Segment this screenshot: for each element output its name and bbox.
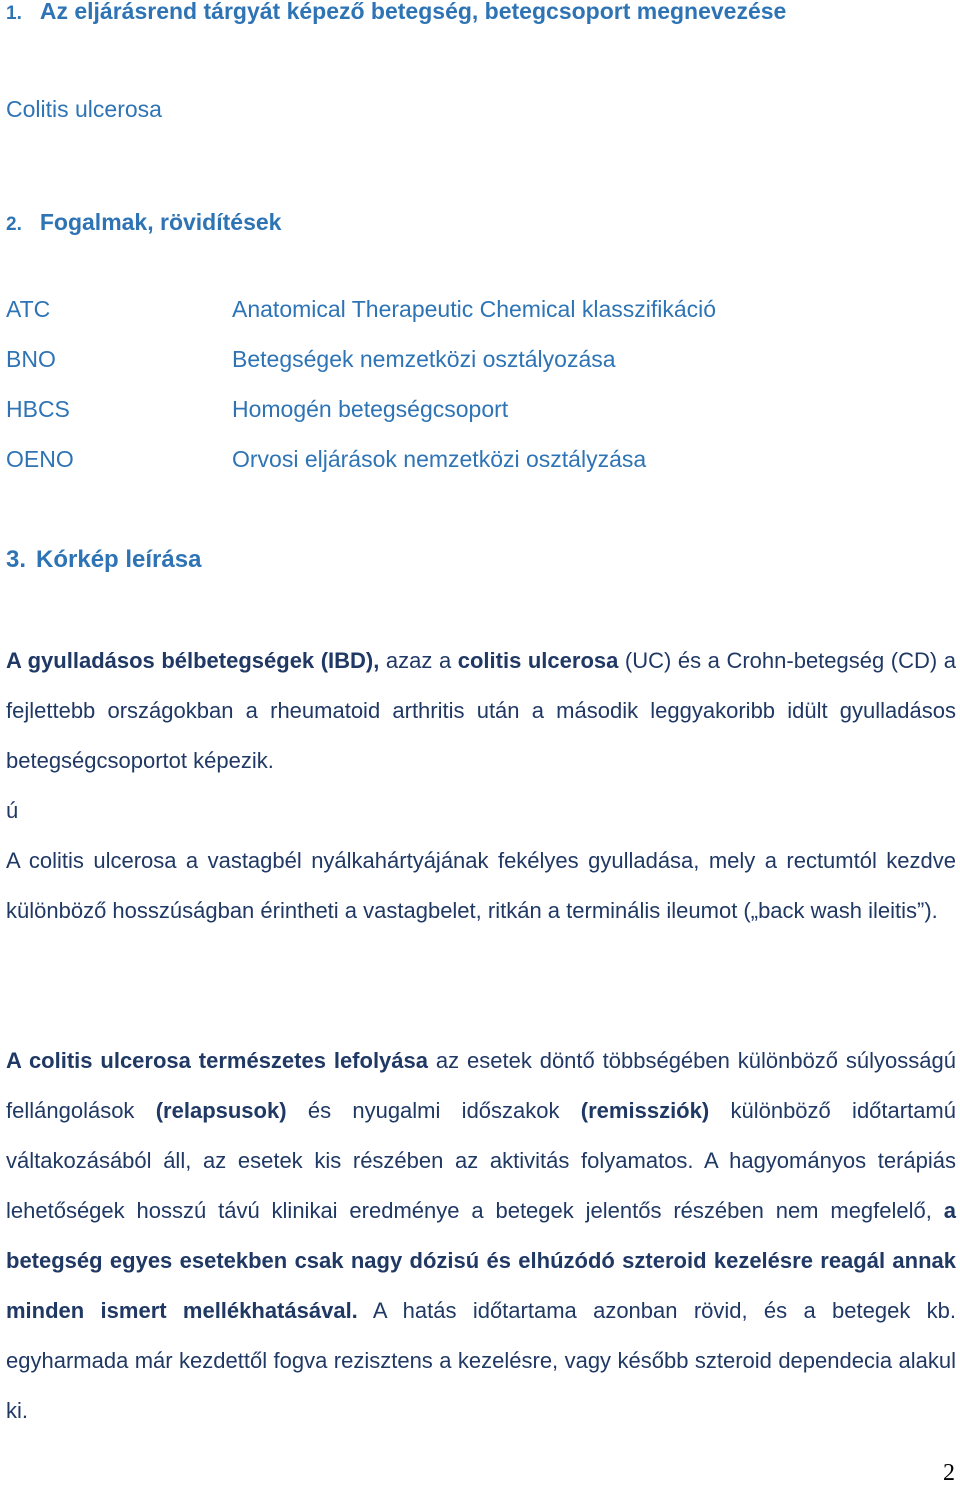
abbreviation-row (6, 346, 616, 373)
paragraph-uc-definition: A colitis ulcerosa a vastagbél nyálkahártyájának fekélyes gyulladása, mely a rectumtól kezdve különböző hosszúságban érintheti a vastagbelet, ritkán a terminális ileumot („back wash ileitis”). (6, 848, 956, 923)
section-1-title: Az eljárásrend tárgyát képező betegség, betegcsoport megnevezése (39, 0, 787, 24)
section-1-heading (6, 0, 786, 25)
body-text: és nyugalmi időszakok (286, 1098, 581, 1123)
page-number: 2 (943, 1460, 955, 1486)
abbreviation-key: ATC (6, 296, 51, 322)
abbreviation-value: Homogén betegségcsoport (232, 396, 509, 422)
abbreviation-row (6, 296, 716, 323)
abbreviation-value: Betegségek nemzetközi osztályozása (232, 346, 616, 372)
paragraph-ibd-intro (6, 636, 956, 786)
body-text: A hatás időtartama azonban rövid, és a betegek kb. egyharmada már kezdettől fogva rezisztens a kezelésre, vagy később szteroid dependecia alakul ki. (6, 1298, 956, 1423)
abbreviation-key: OENO (6, 446, 74, 472)
body-text: (UC) és a Crohn-betegség (CD) a fejlettebb országokban a rheumatoid arthritis után a második leggyakoribb idült gyulladásos betegségcsoportot képezik. (6, 648, 956, 773)
section-2-title: Fogalmak, rövidítések (39, 209, 282, 235)
section-2-number: 2. (6, 214, 22, 235)
paragraph-natural-course (6, 1036, 956, 1436)
abbreviation-row (6, 446, 646, 473)
section-3-title: Kórkép leírása (36, 546, 202, 573)
abbreviation-value: Orvosi eljárások nemzetközi osztályzása (232, 446, 647, 472)
bold-text: (remissziók) (580, 1098, 710, 1123)
body-text: azaz a (379, 648, 458, 673)
stray-character: ú (6, 798, 19, 823)
body-text: különböző időtartamú váltakozásából áll, az esetek kis részében az aktivitás folyamatos. A hagyományos terápiás lehetőségek hosszú távú klinikai eredménye a betegek jelentős részében nem megfelelő, (6, 1098, 956, 1223)
bold-text: (relapsusok) (155, 1098, 287, 1123)
abbreviation-key: HBCS (6, 396, 70, 422)
section-2-heading (6, 209, 281, 236)
bold-text: A colitis ulcerosa természetes lefolyása (6, 1048, 429, 1073)
body-text: az esetek döntő többségében különböző súlyosságú fellángolások (6, 1048, 956, 1123)
abbreviation-key: BNO (6, 346, 56, 372)
bold-text: a betegség egyes esetekben csak nagy dózisú és elhúzódó szteroid kezelésre reagál annak minden ismert mellékhatásával. (6, 1198, 956, 1323)
abbreviation-value: Anatomical Therapeutic Chemical klasszifikáció (232, 296, 717, 322)
abbreviation-row (6, 396, 508, 423)
bold-text: colitis ulcerosa (457, 648, 619, 673)
bold-text: A gyulladásos bélbetegségek (IBD), (6, 648, 380, 673)
section-1-number: 1. (6, 3, 22, 24)
section-1-body: Colitis ulcerosa (6, 96, 162, 122)
section-3-number: 3. (6, 546, 27, 573)
section-3-heading (6, 546, 201, 574)
